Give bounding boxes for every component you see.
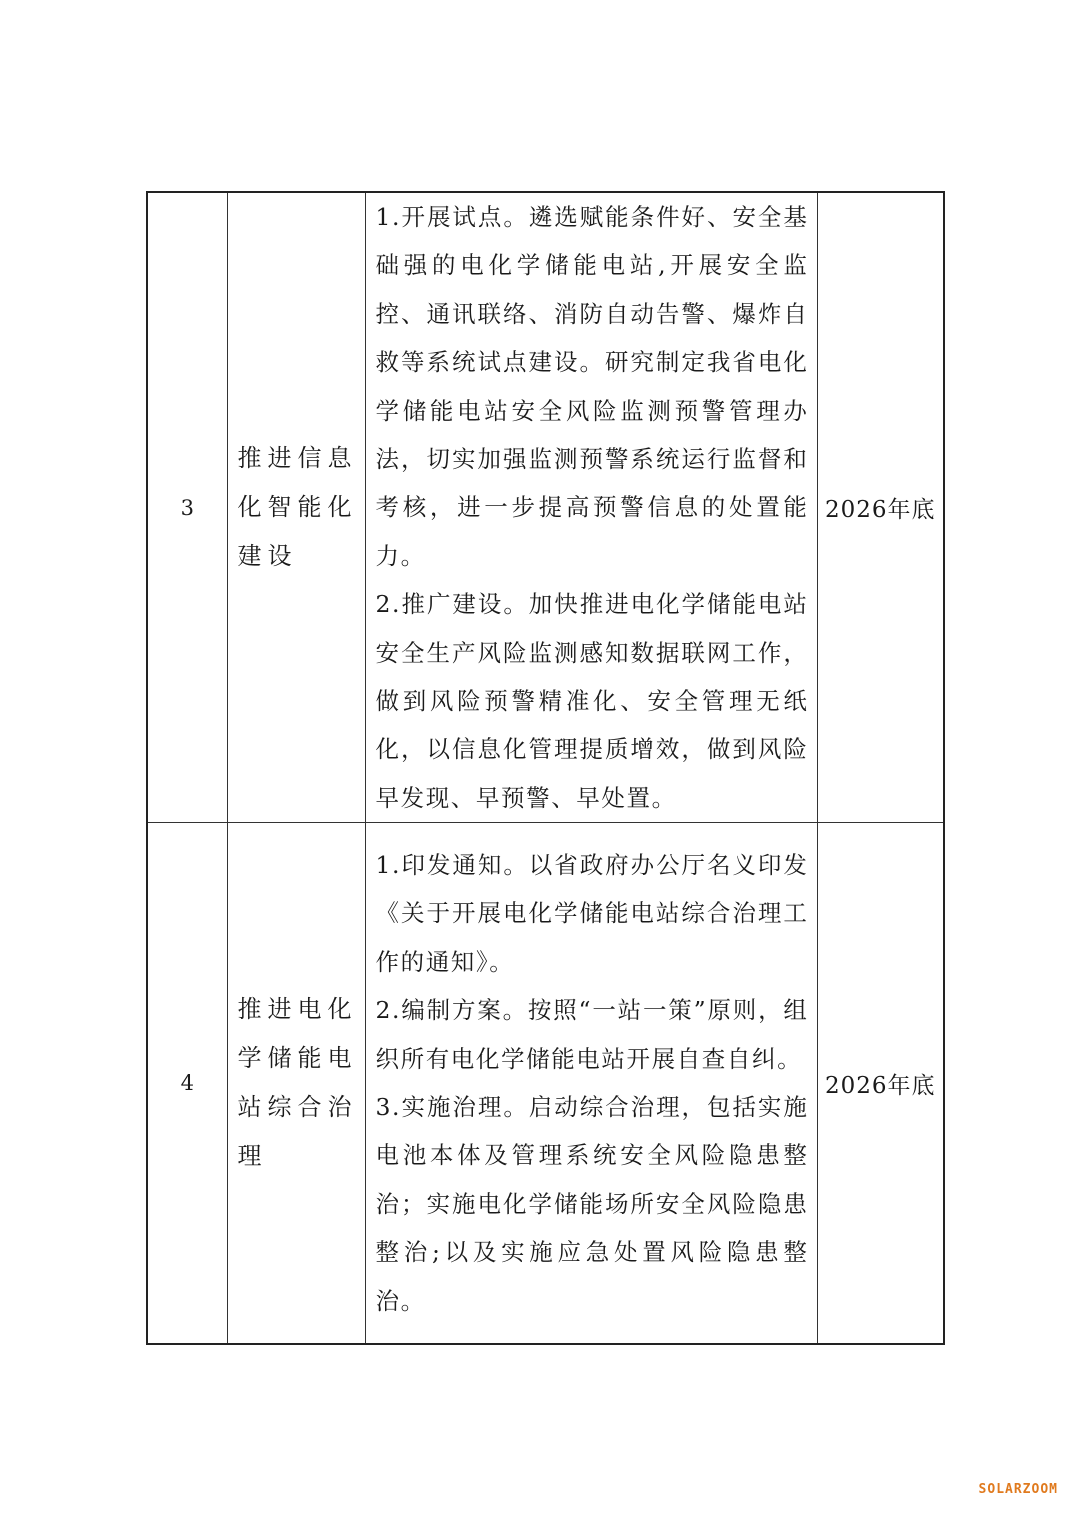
deadline: 2026年底 — [817, 823, 944, 1344]
content-paragraph: 1.印发通知。以省政府办公厅名义印发《关于开展电化学储能电站综合治理工作的通知》。 — [375, 851, 809, 976]
table-row — [147, 192, 944, 823]
row-number: 4 — [147, 823, 227, 1344]
row-number: 3 — [147, 192, 227, 823]
table-row — [147, 823, 944, 1344]
watermark-logo: SOLARZOOM — [978, 1482, 1058, 1497]
task-content — [365, 192, 817, 823]
content-paragraph: 3.实施治理。启动综合治理，包括实施电池本体及管理系统安全风险隐患整治；实施电化学储能场所安全风险隐患整治;以及实施应急处置风险隐患整治。 — [375, 1093, 809, 1315]
task-name: 推进信息化智能化建设 — [227, 192, 365, 823]
content-paragraph: 2.编制方案。按照“一站一策”原则，组织所有电化学储能电站开展自查自纠。 — [375, 996, 809, 1073]
content-paragraph: 2.推广建设。加快推进电化学储能电站安全生产风险监测感知数据联网工作，做到风险预警精准化、安全管理无纸化，以信息化管理提质增效，做到风险早发现、早预警、早处置。 — [375, 590, 809, 812]
task-content — [365, 823, 817, 1344]
deadline: 2026年底 — [817, 192, 944, 823]
content-paragraph: 1.开展试点。遴选赋能条件好、安全基础强的电化学储能电站,开展安全监控、通讯联络、消防自动告警、爆炸自救等系统试点建设。研究制定我省电化学储能电站安全风险监测预警管理办法，切实加强监测预警系统运行监督和考核，进一步提高预警信息的处置能力。 — [375, 203, 809, 570]
task-name: 推进电化学储能电站综合治理 — [227, 823, 365, 1344]
task-table — [146, 191, 945, 1345]
